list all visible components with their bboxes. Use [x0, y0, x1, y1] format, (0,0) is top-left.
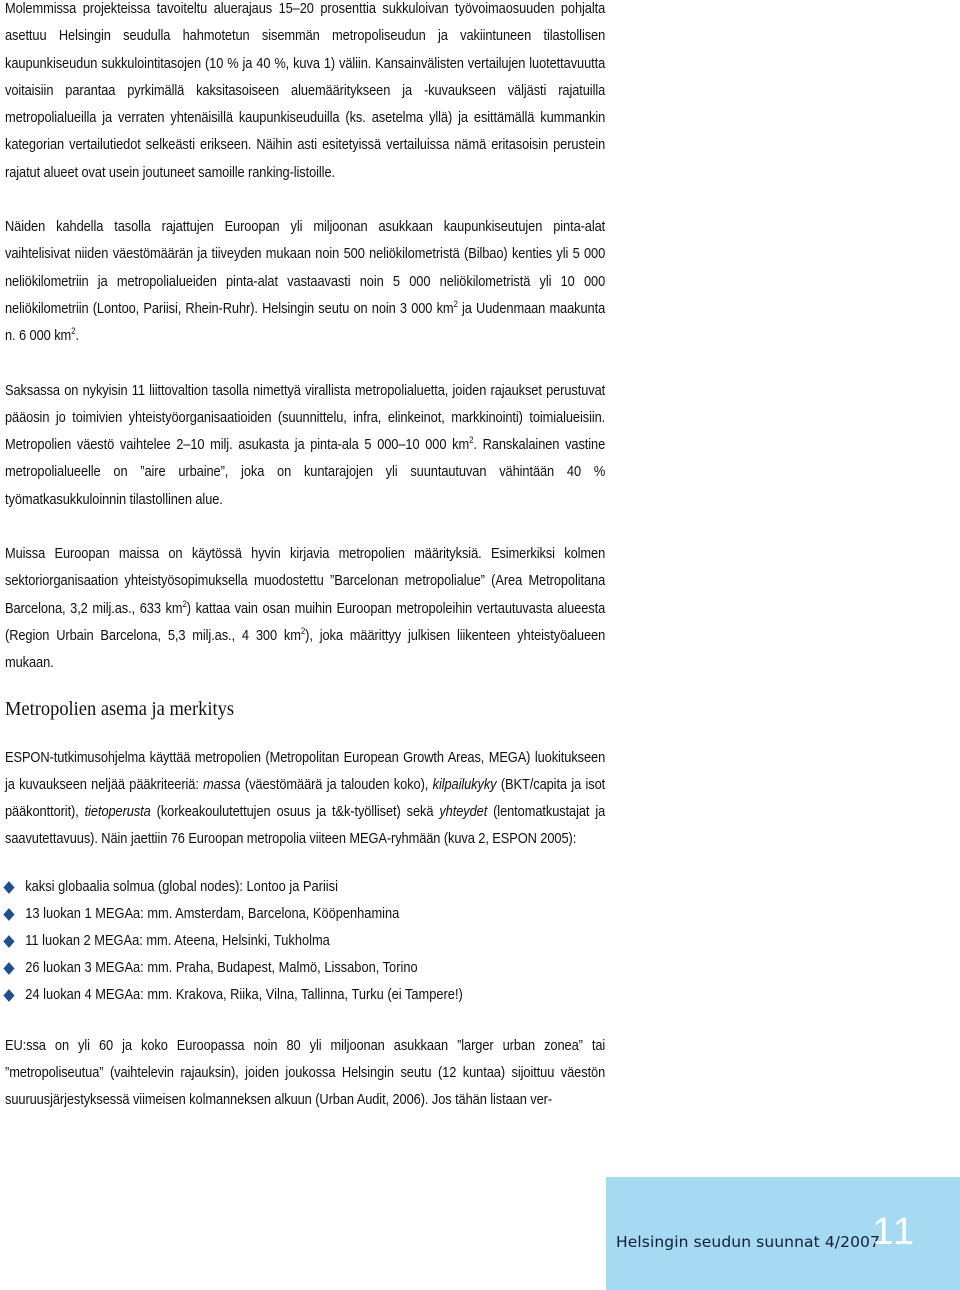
- espon-term-kilpailukyky: kilpailukyky: [432, 776, 497, 793]
- paragraph-4-text-b: ) kattaa vain osan muihin Euroopan metropoleihin vertautuvasta alueesta (Region Urbain Barcelona, 5,3 milj.as., 4 300 km: [5, 600, 606, 644]
- espon-term-tietoperusta: tietoperusta: [84, 804, 151, 821]
- espon-text-1: ESPON-tutkimusohjelma käyttää metropolien (Metropolitan European Growth Areas, MEGA) luokitukseen ja kuvaukseen neljää pääkriteeriä:: [5, 749, 606, 793]
- paragraph-4-text-a: Muissa Euroopan maissa on käytössä hyvin kirjavia metropolien määrityksiä. Esimerkiksi kolmen sektoriorganisaation yhteistyösopimuksella muodostettu ”Barcelonan metropolialue” (Area Metropolitana Barcelona, 3,2 milj.as., 633 km: [5, 546, 606, 617]
- list-item: [5, 982, 625, 1009]
- paragraph-3-text-b: . Ranskalainen vastine metropolialueelle on ”aire urbaine”, joka on kuntarajojen yli suuntautuvan vähintään 40 % työmatkasukkuloinnin tilastollinen alue.: [5, 437, 606, 508]
- diamond-bullet-icon: [3, 908, 14, 921]
- diamond-bullet-icon: [3, 989, 14, 1002]
- paragraph-3: [5, 378, 605, 514]
- list-item: [5, 928, 625, 955]
- mega-list: [5, 874, 605, 1009]
- paragraph-4-text-c: ), joka määrittyy julkisen liikenteen yhteistyöalueen mukaan.: [5, 627, 606, 672]
- paragraph-2-text-b: ja Uudenmaan maakunta n. 6 000 km: [5, 300, 606, 345]
- page-number: 11: [872, 1211, 916, 1253]
- list-item: [5, 955, 625, 982]
- paragraph-last-text: EU:ssa on yli 60 ja koko Euroopassa noin 80 yli miljoonan asukkaan ”larger urban zonea” tai ”metropoliseutua” (vaihtelevin rajauksin), joiden joukossa Helsingin seutu (12 kuntaa) sijoittuu väestön suuruusjärjestyksessä viimeisen kolmanneksen alkuun (Urban Audit, 2006). Jos tähän listaan ver-: [5, 1037, 606, 1109]
- espon-term-yhteydet: yhteydet: [439, 804, 488, 821]
- paragraph-1-text: Molemmissa projekteissa tavoiteltu aluerajaus 15–20 prosenttia sukkuloivan työvoimaosuuden pohjalta asettuu Helsingin seudulla hahmotetun sisemmän metropoliseudun ja vakiintuneen tilastollisen kaupunkiseudun sukkulointitasojen (10 % ja 40 %, kuva 1) väliin. Kansainvälisten vertailujen luotettavuutta voitaisiin parantaa pyrkimällä kaksitasoiseen aluemääritykseen ja -kuvaukseen väljästi rajatuilla metropolialueilla ja verraten yhtenäisillä kaupunkiseuduilla (ks. asetelma yllä) ja esittämällä kummankin kategorian vertailutiedot selkeästi erikseen. Näihin asti esitetyissä vertailuissa nämä eritasoisin perustein rajatut alueet ovat usein joutuneet samoille ranking-listoille.: [5, 1, 606, 181]
- diamond-bullet-icon: [3, 881, 14, 894]
- paragraph-4: [5, 541, 605, 677]
- list-item: [5, 901, 625, 928]
- list-item-text: 24 luokan 4 MEGAa: mm. Krakova, Riika, Vilna, Tallinna, Turku (ei Tampere!): [25, 986, 463, 1003]
- section-heading: Metropolien asema ja merkitys: [5, 697, 235, 720]
- superscript: 2: [71, 326, 76, 337]
- espon-text-2: (väestömäärä ja talouden koko),: [240, 776, 433, 793]
- diamond-bullet-icon: [3, 935, 14, 948]
- paragraph-espon: [5, 745, 605, 854]
- superscript: 2: [300, 626, 306, 637]
- superscript: 2: [469, 435, 474, 446]
- paragraph-2-text-a: Näiden kahdella tasolla rajattujen Euroopan yli miljoonan asukkaan kaupunkiseutujen pinta-alat vaihtelisivat niiden väestömäärän ja tiiveyden mukaan noin 500 neliökilometristä (Bilbao) kenties yli 5 000 neliökilometriin ja metropolialueiden pinta-alat vastaavasti noin 5 000 neliökilometristä yli 10 000 neliökilometriin (Lontoo, Pariisi, Rhein-Ruhr). Helsingin seutu on noin 3 000 km: [5, 219, 606, 317]
- list-item: [5, 874, 625, 901]
- list-item-text: 11 luokan 2 MEGAa: mm. Ateena, Helsinki, Tukholma: [25, 932, 330, 949]
- superscript: 2: [453, 299, 458, 310]
- espon-text-4: (korkeakoulutettujen osuus ja t&k-työlliset) sekä: [150, 804, 440, 821]
- footer-band: [606, 1177, 960, 1290]
- publication-title: Helsingin seudun suunnat 4/2007: [616, 1233, 880, 1251]
- paragraph-last: [5, 1033, 605, 1115]
- paragraph-3-text-a: Saksassa on nykyisin 11 liittovaltion tasolla nimettyä virallista metropolialuetta, joiden rajaukset perustuvat pääosin jo toimivien yhteistyöorganisaatioiden (suunnittelu, infra, elinkeinot, markkinointi) toimialueisiin. Metropolien väestö vaihtelee 2–10 milj. asukasta ja pinta-ala 5 000–10 000 km: [5, 382, 606, 454]
- paragraph-2-text-c: .: [75, 328, 79, 345]
- list-item-text: 13 luokan 1 MEGAa: mm. Amsterdam, Barcelona, Kööpenhamina: [25, 905, 400, 922]
- paragraph-1: [5, 0, 605, 187]
- espon-text-3: (BKT/capita ja isot pääkonttorit),: [5, 776, 606, 821]
- diamond-bullet-icon: [3, 962, 14, 975]
- list-item-text: 26 luokan 3 MEGAa: mm. Praha, Budapest, Malmö, Lissabon, Torino: [25, 959, 418, 976]
- superscript: 2: [182, 598, 187, 609]
- espon-text-5: (lentomatkustajat ja saavutettavuus). Näin jaettiin 76 Euroopan metropolia viiteen MEGA-ryhmään (kuva 2, ESPON 2005):: [5, 804, 606, 848]
- article-body: [5, 0, 605, 1115]
- espon-term-massa: massa: [203, 776, 241, 793]
- list-item-text: kaksi globaalia solmua (global nodes): Lontoo ja Pariisi: [25, 878, 338, 895]
- paragraph-2: [5, 214, 605, 350]
